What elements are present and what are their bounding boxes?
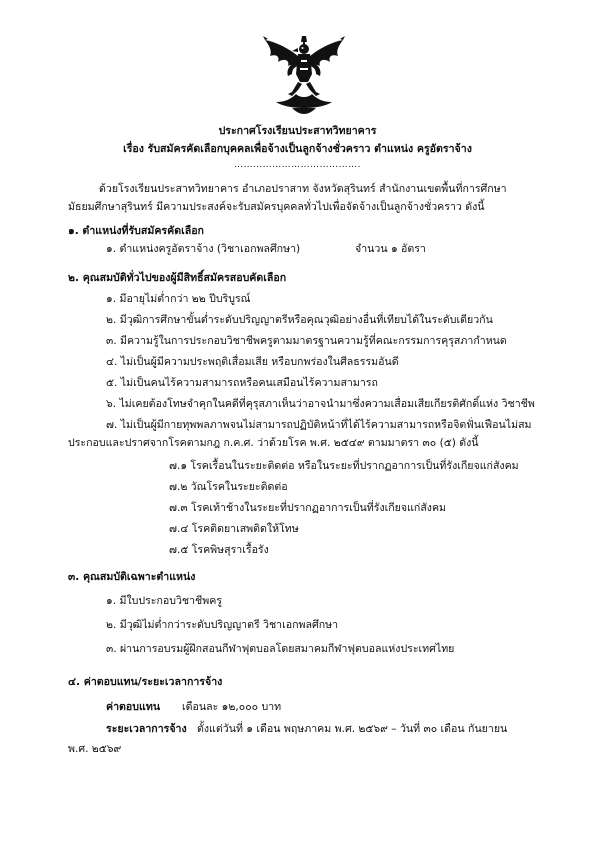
intro-line-2: มัธยมศึกษาสุรินทร์ มีความประสงค์จะรับสมัครบุคคลทั่วไปเพื่อจัดจ้างเป็นลูกจ้างชั่วคราว ดังนี้ [68,201,485,213]
period-label: ระยะเวลาการจ้าง [106,723,187,735]
section2-subitem: ๗.๔ โรคติดยาเสพติดให้โทษ [169,523,299,535]
garuda-emblem-icon [262,34,346,116]
section2-item: ๔. ไม่เป็นผู้มีความประพฤติเสื่อมเสีย หรือบกพร่องในศีลธรรมอันดี [106,356,399,368]
section2-subitem: ๗.๒ วัณโรคในระยะติดต่อ [169,481,288,493]
title-separator: …………………………………. [234,160,361,170]
pay-value: เดือนละ ๑๒,๐๐๐ บาท [182,701,282,713]
section2-item: ๓. มีความรู้ในการประกอบวิชาชีพครูตามมาตรฐานความรู้ที่คณะกรรมการคุรุสภากำหนด [106,335,507,347]
section1-heading: ๑. ตำแหน่งที่รับสมัครคัดเลือก [68,225,204,237]
section2-item: ๖. ไม่เคยต้องโทษจำคุกในคดีที่คุรุสภาเห็นว่าอาจนำมาซึ่งความเสื่อมเสียเกียรติศักดิ์แห่ง วิชาชีพ [106,398,535,410]
section3-heading: ๓. คุณสมบัติเฉพาะตำแหน่ง [68,571,196,583]
section2-subitem: ๗.๓ โรคเท้าช้างในระยะที่ปรากฏอาการเป็นที่รังเกียจแก่สังคม [169,502,447,514]
period-value: ตั้งแต่วันที่ ๑ เดือน พฤษภาคม พ.ศ. ๒๕๖๙ – วันที่ ๓๐ เดือน กันยายน [197,723,508,735]
section2-item: ๑. มีอายุไม่ต่ำกว่า ๒๒ ปีบริบูรณ์ [106,293,251,305]
section1-position: ๑. ตำแหน่งครูอัตราจ้าง (วิชาเอกพลศึกษา) [106,243,301,255]
section2-item-7-continued: ประกอบและปราศจากโรคตามกฎ ก.ค.ศ. ว่าด้วยโรค พ.ศ. ๒๕๔๙ ตามมาตรา ๓๐ (๕) ดังนี้ [68,437,479,449]
pay-label: ค่าตอบแทน [106,701,161,713]
announcement-subject: เรื่อง รับสมัครคัดเลือกบุคคลเพื่อจ้างเป็นลูกจ้างชั่วคราว ตำแหน่ง ครูอัตราจ้าง [123,143,472,155]
section2-item-7: ๗. ไม่เป็นผู้มีกายทุพพลภาพจนไม่สามารถปฏิบัติหน้าที่ได้ไร้ความสามารถหรือจิตฟั่นเฟือนไม่สม [106,419,532,431]
section3-item: ๓. ผ่านการอบรมผู้ฝึกสอนกีฬาฟุตบอลโดยสมาคมกีฬาฟุตบอลแห่งประเทศไทย [106,643,455,655]
section2-subitem: ๗.๕ โรคพิษสุราเรื้อรัง [169,544,269,556]
section2-subitem: ๗.๑ โรคเรื้อนในระยะติดต่อ หรือในระยะที่ปรากฏอาการเป็นที่รังเกียจแก่สังคม [169,460,519,472]
section2-item: ๕. ไม่เป็นคนไร้ความสามารถหรือคนเสมือนไร้ความสามารถ [106,377,378,389]
intro-line-1: ด้วยโรงเรียนประสาทวิทยาคาร อำเภอปราสาท จังหวัดสุรินทร์ สำนักงานเขตพื้นที่การศึกษา [99,183,507,195]
period-value-continued: พ.ศ. ๒๕๖๙ [68,743,122,755]
section3-item: ๒. มีวุฒิไม่ต่ำกว่าระดับปริญญาตรี วิชาเอกพลศึกษา [106,619,339,631]
announcement-title: ประกาศโรงเรียนประสาทวิทยาคาร [218,125,377,137]
section1-count: จำนวน ๑ อัตรา [355,243,426,255]
section2-item: ๒. มีวุฒิการศึกษาขั้นต่ำระดับปริญญาตรีหรือคุณวุฒิอย่างอื่นที่เทียบได้ในระดับเดียวกัน [106,314,493,326]
section3-item: ๑. มีใบประกอบวิชาชีพครู [106,595,222,607]
section4-heading: ๔. ค่าตอบแทน/ระยะเวลาการจ้าง [68,676,223,688]
section2-heading: ๒. คุณสมบัติทั่วไปของผู้มีสิทธิ์สมัครสอบคัดเลือก [68,272,287,284]
